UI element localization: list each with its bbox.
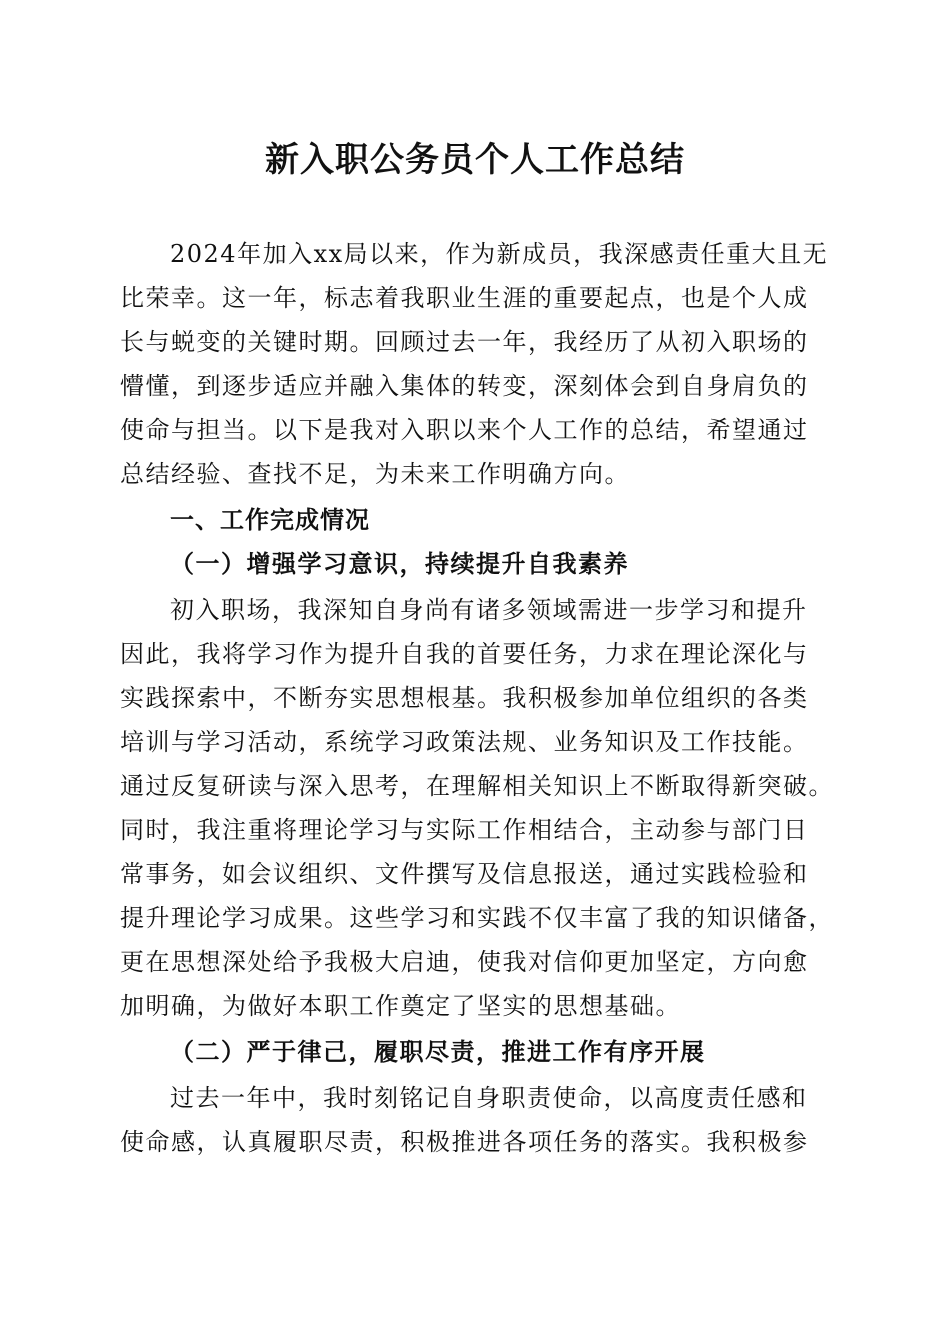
paragraph-line: 因此，我将学习作为提升自我的首要任务，力求在理论深化与 [120, 640, 809, 668]
paragraph-line: 使命感，认真履职尽责，积极推进各项任务的落实。我积极参 [120, 1128, 809, 1156]
subsection-heading: （一）增强学习意识，持续提升自我素养 [170, 549, 629, 578]
paragraph-line: 提升理论学习成果。这些学习和实践不仅丰富了我的知识储备， [120, 904, 834, 932]
paragraph-line: 总结经验、查找不足，为未来工作明确方向。 [120, 460, 630, 488]
paragraph-line: 2024年加入xx局以来，作为新成员，我深感责任重大且无 [170, 240, 829, 268]
paragraph-line: 加明确，为做好本职工作奠定了坚实的思想基础。 [120, 992, 681, 1020]
paragraph-line: 初入职场，我深知自身尚有诸多领域需进一步学习和提升 [170, 596, 808, 624]
paragraph-line: 使命与担当。以下是我对入职以来个人工作的总结，希望通过 [120, 416, 809, 444]
subsection-heading: （二）严于律己，履职尽责，推进工作有序开展 [170, 1037, 706, 1066]
paragraph-line: 比荣幸。这一年，标志着我职业生涯的重要起点，也是个人成 [120, 284, 809, 312]
paragraph-line: 更在思想深处给予我极大启迪，使我对信仰更加坚定，方向愈 [120, 948, 809, 976]
paragraph-line: 通过反复研读与深入思考，在理解相关知识上不断取得新突破。 [120, 772, 834, 800]
paragraph-line: 同时，我注重将理论学习与实际工作相结合，主动参与部门日 [120, 816, 809, 844]
paragraph-line: 过去一年中，我时刻铭记自身职责使命，以高度责任感和 [170, 1084, 808, 1112]
section-heading: 一、工作完成情况 [170, 506, 370, 534]
paragraph-line: 培训与学习活动，系统学习政策法规、业务知识及工作技能。 [120, 728, 809, 756]
paragraph-line: 长与蜕变的关键时期。回顾过去一年，我经历了从初入职场的 [120, 328, 809, 356]
paragraph-line: 实践探索中，不断夯实思想根基。我积极参加单位组织的各类 [120, 684, 809, 712]
paragraph-line: 懵懂，到逐步适应并融入集体的转变，深刻体会到自身肩负的 [120, 372, 809, 400]
document-title: 新入职公务员个人工作总结 [265, 140, 685, 180]
paragraph-line: 常事务，如会议组织、文件撰写及信息报送，通过实践检验和 [120, 860, 809, 888]
